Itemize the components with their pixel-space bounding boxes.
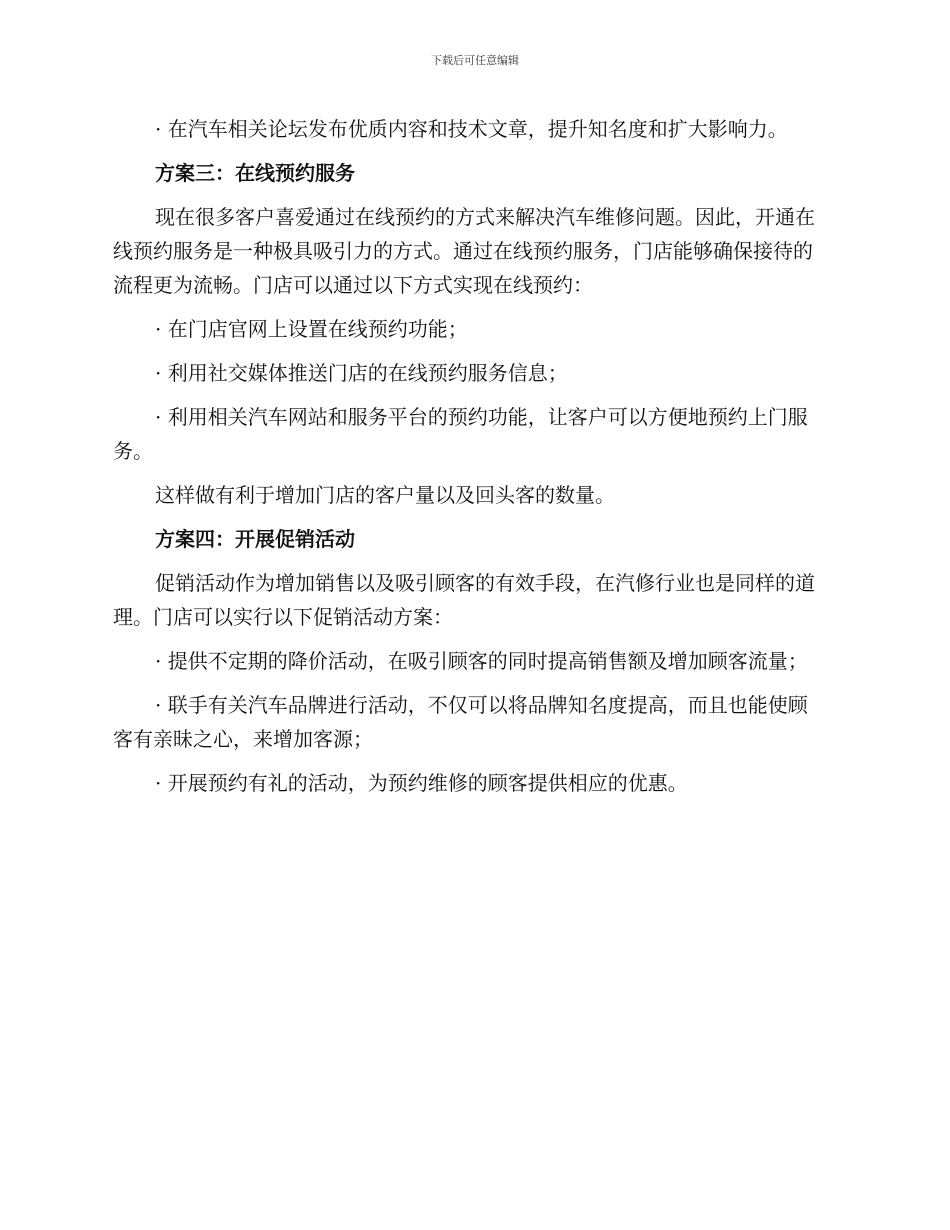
paragraph-promotion-intro: 促销活动作为增加销售以及吸引顾客的有效手段，在汽修行业也是同样的道理。门店可以实行以下促销活动方案： (113, 571, 815, 629)
paragraph-online-booking-intro: 现在很多客户喜爱通过在线预约的方式来解决汽车维修问题。因此，开通在线预约服务是一种极具吸引力的方式。通过在线预约服务，门店能够确保接待的流程更为流畅。门店可以通过以下方式实现在线预约： (113, 205, 815, 297)
bullet-brand-partnership: · 联手有关汽车品牌进行活动，不仅可以将品牌知名度提高，而且也能使顾客有亲昧之心，来增加客源； (113, 693, 808, 751)
bullet-forum-content: · 在汽车相关论坛发布优质内容和技术文章，提升知名度和扩大影响力。 (155, 117, 788, 141)
paragraph-booking-benefit: 这样做有利于增加门店的客户量以及回头客的数量。 (155, 483, 615, 507)
section-heading-plan-four: 方案四：开展促销活动 (155, 527, 355, 551)
bullet-discount-activity: · 提供不定期的降价活动，在吸引顾客的同时提高销售额及增加顾客流量； (155, 649, 808, 673)
bullet-social-media-booking: · 利用社交媒体推送门店的在线预约服务信息； (155, 361, 568, 385)
document-body (113, 112, 825, 810)
bullet-booking-gift: · 开展预约有礼的活动，为预约维修的顾客提供相应的优惠。 (155, 771, 688, 795)
bullet-platform-booking: · 利用相关汽车网站和服务平台的预约功能，让客户可以方便地预约上门服务。 (113, 405, 808, 463)
page-header: 下载后可任意编辑 (431, 54, 519, 67)
bullet-website-booking: · 在门店官网上设置在线预约功能； (155, 317, 468, 341)
section-heading-plan-three: 方案三：在线预约服务 (155, 161, 355, 185)
